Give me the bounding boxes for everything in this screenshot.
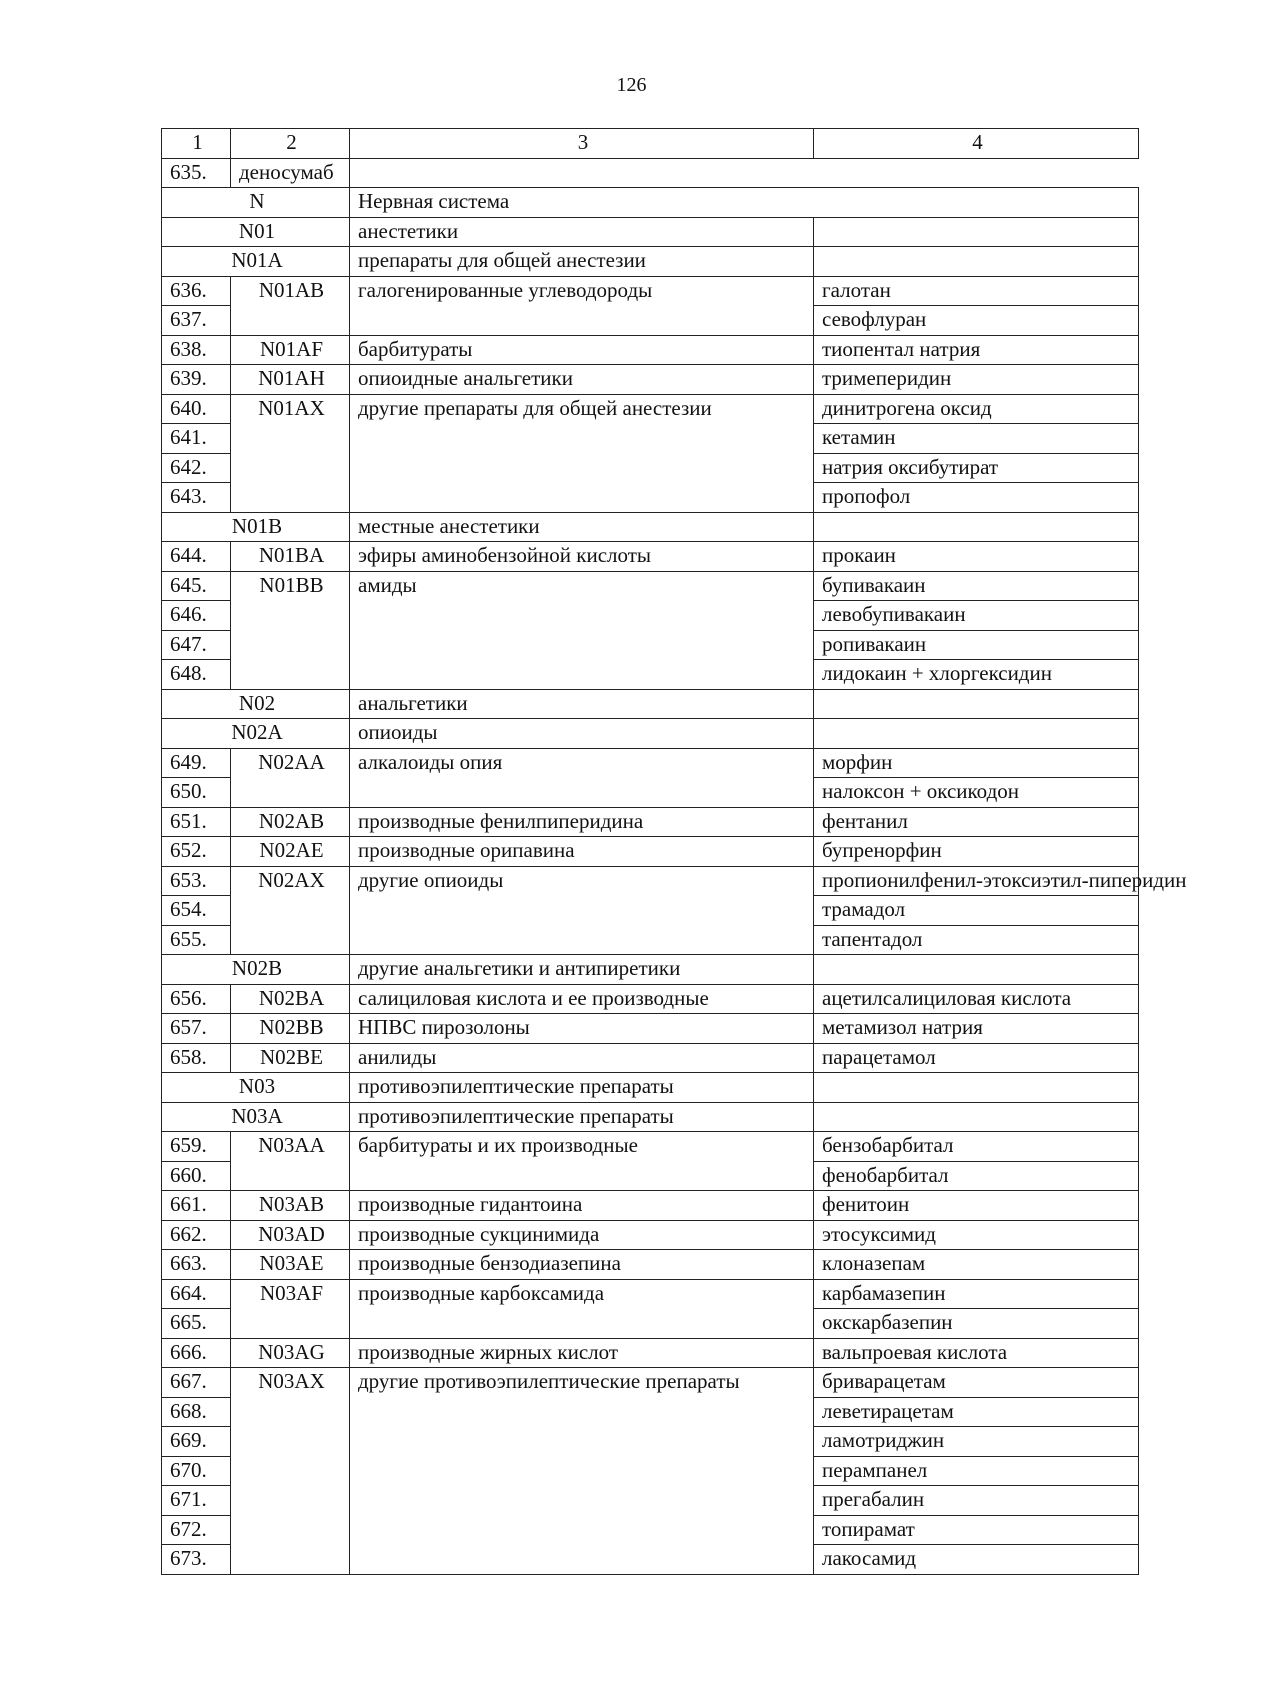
drug-name: клоназепам [814, 1250, 1139, 1280]
row-number: 639. [162, 365, 231, 395]
row-number: 660. [162, 1161, 231, 1191]
row-number: 659. [162, 1132, 231, 1162]
drug-name: пропофол [814, 483, 1139, 513]
row-number: 648. [162, 660, 231, 690]
atc-description: другие опиоиды [350, 866, 814, 955]
atc-code: N03AA [231, 1132, 350, 1191]
row-number: 662. [162, 1220, 231, 1250]
row-number: 638. [162, 335, 231, 365]
atc-code: N01AF [231, 335, 350, 365]
group-row [162, 217, 1139, 247]
group-row [162, 955, 1139, 985]
drug-name: динитрогена оксид [814, 394, 1139, 424]
atc-description: производные орипавина [350, 837, 814, 867]
atc-description: производные карбоксамида [350, 1279, 814, 1338]
row-number: 636. [162, 276, 231, 306]
row-number: 645. [162, 571, 231, 601]
table-row [162, 866, 1139, 896]
group-drug [814, 689, 1139, 719]
group-row [162, 512, 1139, 542]
drug-name: пропионилфенил-этоксиэтил-пиперидин [814, 866, 1139, 896]
drug-name: деносумаб [231, 158, 350, 188]
row-number: 671. [162, 1486, 231, 1516]
group-drug [814, 955, 1139, 985]
row-number: 653. [162, 866, 231, 896]
row-number: 642. [162, 453, 231, 483]
group-row [162, 1102, 1139, 1132]
column-number-4: 4 [814, 129, 1139, 159]
group-title: противоэпилептические препараты [350, 1102, 814, 1132]
drug-name: перампанел [814, 1456, 1139, 1486]
drug-name: бензобарбитал [814, 1132, 1139, 1162]
row-number: 673. [162, 1545, 231, 1575]
group-drug [814, 217, 1139, 247]
table-row [162, 365, 1139, 395]
group-code: N02A [162, 719, 350, 749]
row-number: 669. [162, 1427, 231, 1457]
row-number: 661. [162, 1191, 231, 1221]
group-code: N01A [162, 247, 350, 277]
atc-description: опиоидные анальгетики [350, 365, 814, 395]
page-number: 126 [616, 74, 647, 96]
drug-name: тапентадол [814, 925, 1139, 955]
row-number: 641. [162, 424, 231, 454]
group-title: анальгетики [350, 689, 814, 719]
group-title: другие анальгетики и антипиретики [350, 955, 814, 985]
row-number: 649. [162, 748, 231, 778]
atc-description: барбитураты [350, 335, 814, 365]
table-row [162, 1043, 1139, 1073]
row-number: 643. [162, 483, 231, 513]
column-number-row [162, 129, 1139, 159]
group-code: N03 [162, 1073, 350, 1103]
table-row [162, 807, 1139, 837]
row-number: 667. [162, 1368, 231, 1398]
row-number: 654. [162, 896, 231, 926]
atc-code: N03AD [231, 1220, 350, 1250]
drug-name: парацетамол [814, 1043, 1139, 1073]
table-row [162, 1279, 1139, 1309]
row-number: 646. [162, 601, 231, 631]
drug-name: бриварацетам [814, 1368, 1139, 1398]
drug-name: прокаин [814, 542, 1139, 572]
atc-code: N02AX [231, 866, 350, 955]
row-number: 637. [162, 306, 231, 336]
group-title: анестетики [350, 217, 814, 247]
atc-code: N01AX [231, 394, 350, 512]
drug-name: фенитоин [814, 1191, 1139, 1221]
atc-description: производные бензодиазепина [350, 1250, 814, 1280]
column-number-2: 2 [231, 129, 350, 159]
group-code: N02 [162, 689, 350, 719]
table-row [162, 1368, 1139, 1398]
atc-code: N02BE [231, 1043, 350, 1073]
group-code: N [162, 188, 350, 218]
drug-name: левобупивакаин [814, 601, 1139, 631]
drug-name: севофлуран [814, 306, 1139, 336]
table-row [162, 571, 1139, 601]
atc-description: алкалоиды опия [350, 748, 814, 807]
drug-name: лидокаин + хлоргексидин [814, 660, 1139, 690]
row-number: 663. [162, 1250, 231, 1280]
group-row [162, 689, 1139, 719]
group-row [162, 247, 1139, 277]
atc-description: анилиды [350, 1043, 814, 1073]
atc-code: N01BB [231, 571, 350, 689]
atc-description: производные фенилпиперидина [350, 807, 814, 837]
drug-name: вальпроевая кислота [814, 1338, 1139, 1368]
atc-code: N02BB [231, 1014, 350, 1044]
row-number: 650. [162, 778, 231, 808]
drug-name: ацетилсалициловая кислота [814, 984, 1139, 1014]
drug-name: кетамин [814, 424, 1139, 454]
drug-name: галотан [814, 276, 1139, 306]
row-number: 651. [162, 807, 231, 837]
atc-description: производные жирных кислот [350, 1338, 814, 1368]
group-row [162, 188, 1139, 218]
drug-name: налоксон + оксикодон [814, 778, 1139, 808]
table-row [162, 1250, 1139, 1280]
atc-code: N01AH [231, 365, 350, 395]
atc-code: N03AB [231, 1191, 350, 1221]
row-number: 666. [162, 1338, 231, 1368]
drug-name: ламотриджин [814, 1427, 1139, 1457]
atc-description: производные сукцинимида [350, 1220, 814, 1250]
row-number: 652. [162, 837, 231, 867]
drug-name: карбамазепин [814, 1279, 1139, 1309]
group-drug [814, 1073, 1139, 1103]
table-row [162, 158, 1139, 188]
group-code: N03A [162, 1102, 350, 1132]
drug-name: тримеперидин [814, 365, 1139, 395]
atc-code: N03AE [231, 1250, 350, 1280]
drug-name: тиопентал натрия [814, 335, 1139, 365]
drug-name: морфин [814, 748, 1139, 778]
row-number: 672. [162, 1515, 231, 1545]
atc-description: салициловая кислота и ее производные [350, 984, 814, 1014]
group-code: N01B [162, 512, 350, 542]
drug-name: метамизол натрия [814, 1014, 1139, 1044]
table-row [162, 1220, 1139, 1250]
group-drug [814, 719, 1139, 749]
atc-code: N01BA [231, 542, 350, 572]
table-row [162, 837, 1139, 867]
table-row [162, 335, 1139, 365]
column-number-1: 1 [162, 129, 231, 159]
row-number: 664. [162, 1279, 231, 1309]
row-number: 640. [162, 394, 231, 424]
row-number: 657. [162, 1014, 231, 1044]
row-number: 658. [162, 1043, 231, 1073]
atc-code: N03AF [231, 1279, 350, 1338]
drug-name: ропивакаин [814, 630, 1139, 660]
drug-name: топирамат [814, 1515, 1139, 1545]
atc-description: галогенированные углеводороды [350, 276, 814, 335]
row-number: 656. [162, 984, 231, 1014]
row-number: 644. [162, 542, 231, 572]
group-title: местные анестетики [350, 512, 814, 542]
drug-list-table [161, 128, 1187, 1575]
atc-description: эфиры аминобензойной кислоты [350, 542, 814, 572]
row-number: 655. [162, 925, 231, 955]
group-row [162, 719, 1139, 749]
atc-description: другие противоэпилептические препараты [350, 1368, 814, 1575]
row-number: 647. [162, 630, 231, 660]
group-title: противоэпилептические препараты [350, 1073, 814, 1103]
table-row [162, 276, 1139, 306]
atc-code: N02AA [231, 748, 350, 807]
group-drug [814, 247, 1139, 277]
table-row [162, 542, 1139, 572]
row-number: 635. [162, 158, 231, 188]
column-number-3: 3 [350, 129, 814, 159]
drug-name: бупренорфин [814, 837, 1139, 867]
atc-description: барбитураты и их производные [350, 1132, 814, 1191]
drug-name: леветирацетам [814, 1397, 1139, 1427]
group-drug [814, 1102, 1139, 1132]
drug-name: прегабалин [814, 1486, 1139, 1516]
drug-name: фенобарбитал [814, 1161, 1139, 1191]
drug-name: лакосамид [814, 1545, 1139, 1575]
group-row [162, 1073, 1139, 1103]
atc-code: N03AG [231, 1338, 350, 1368]
atc-code: N01AB [231, 276, 350, 335]
group-drug [814, 512, 1139, 542]
atc-code: N02AE [231, 837, 350, 867]
row-number: 665. [162, 1309, 231, 1339]
atc-description: НПВС пирозолоны [350, 1014, 814, 1044]
group-code: N01 [162, 217, 350, 247]
table-row [162, 1191, 1139, 1221]
table-row [162, 394, 1139, 424]
table-row [162, 984, 1139, 1014]
group-code: N02B [162, 955, 350, 985]
drug-name: этосуксимид [814, 1220, 1139, 1250]
drug-name: бупивакаин [814, 571, 1139, 601]
drug-name: фентанил [814, 807, 1139, 837]
drug-name: трамадол [814, 896, 1139, 926]
table-row [162, 1338, 1139, 1368]
row-number: 668. [162, 1397, 231, 1427]
table-row [162, 1132, 1139, 1162]
drug-name: окскарбазепин [814, 1309, 1139, 1339]
group-title: опиоиды [350, 719, 814, 749]
drug-name: натрия оксибутират [814, 453, 1139, 483]
atc-description: производные гидантоина [350, 1191, 814, 1221]
row-number: 670. [162, 1456, 231, 1486]
atc-code: N03AX [231, 1368, 350, 1575]
atc-code: N02BA [231, 984, 350, 1014]
atc-description: другие препараты для общей анестезии [350, 394, 814, 512]
table-row [162, 748, 1139, 778]
table-row [162, 1014, 1139, 1044]
group-title: Нервная система [350, 188, 1139, 218]
group-title: препараты для общей анестезии [350, 247, 814, 277]
atc-code: N02AB [231, 807, 350, 837]
atc-description: амиды [350, 571, 814, 689]
